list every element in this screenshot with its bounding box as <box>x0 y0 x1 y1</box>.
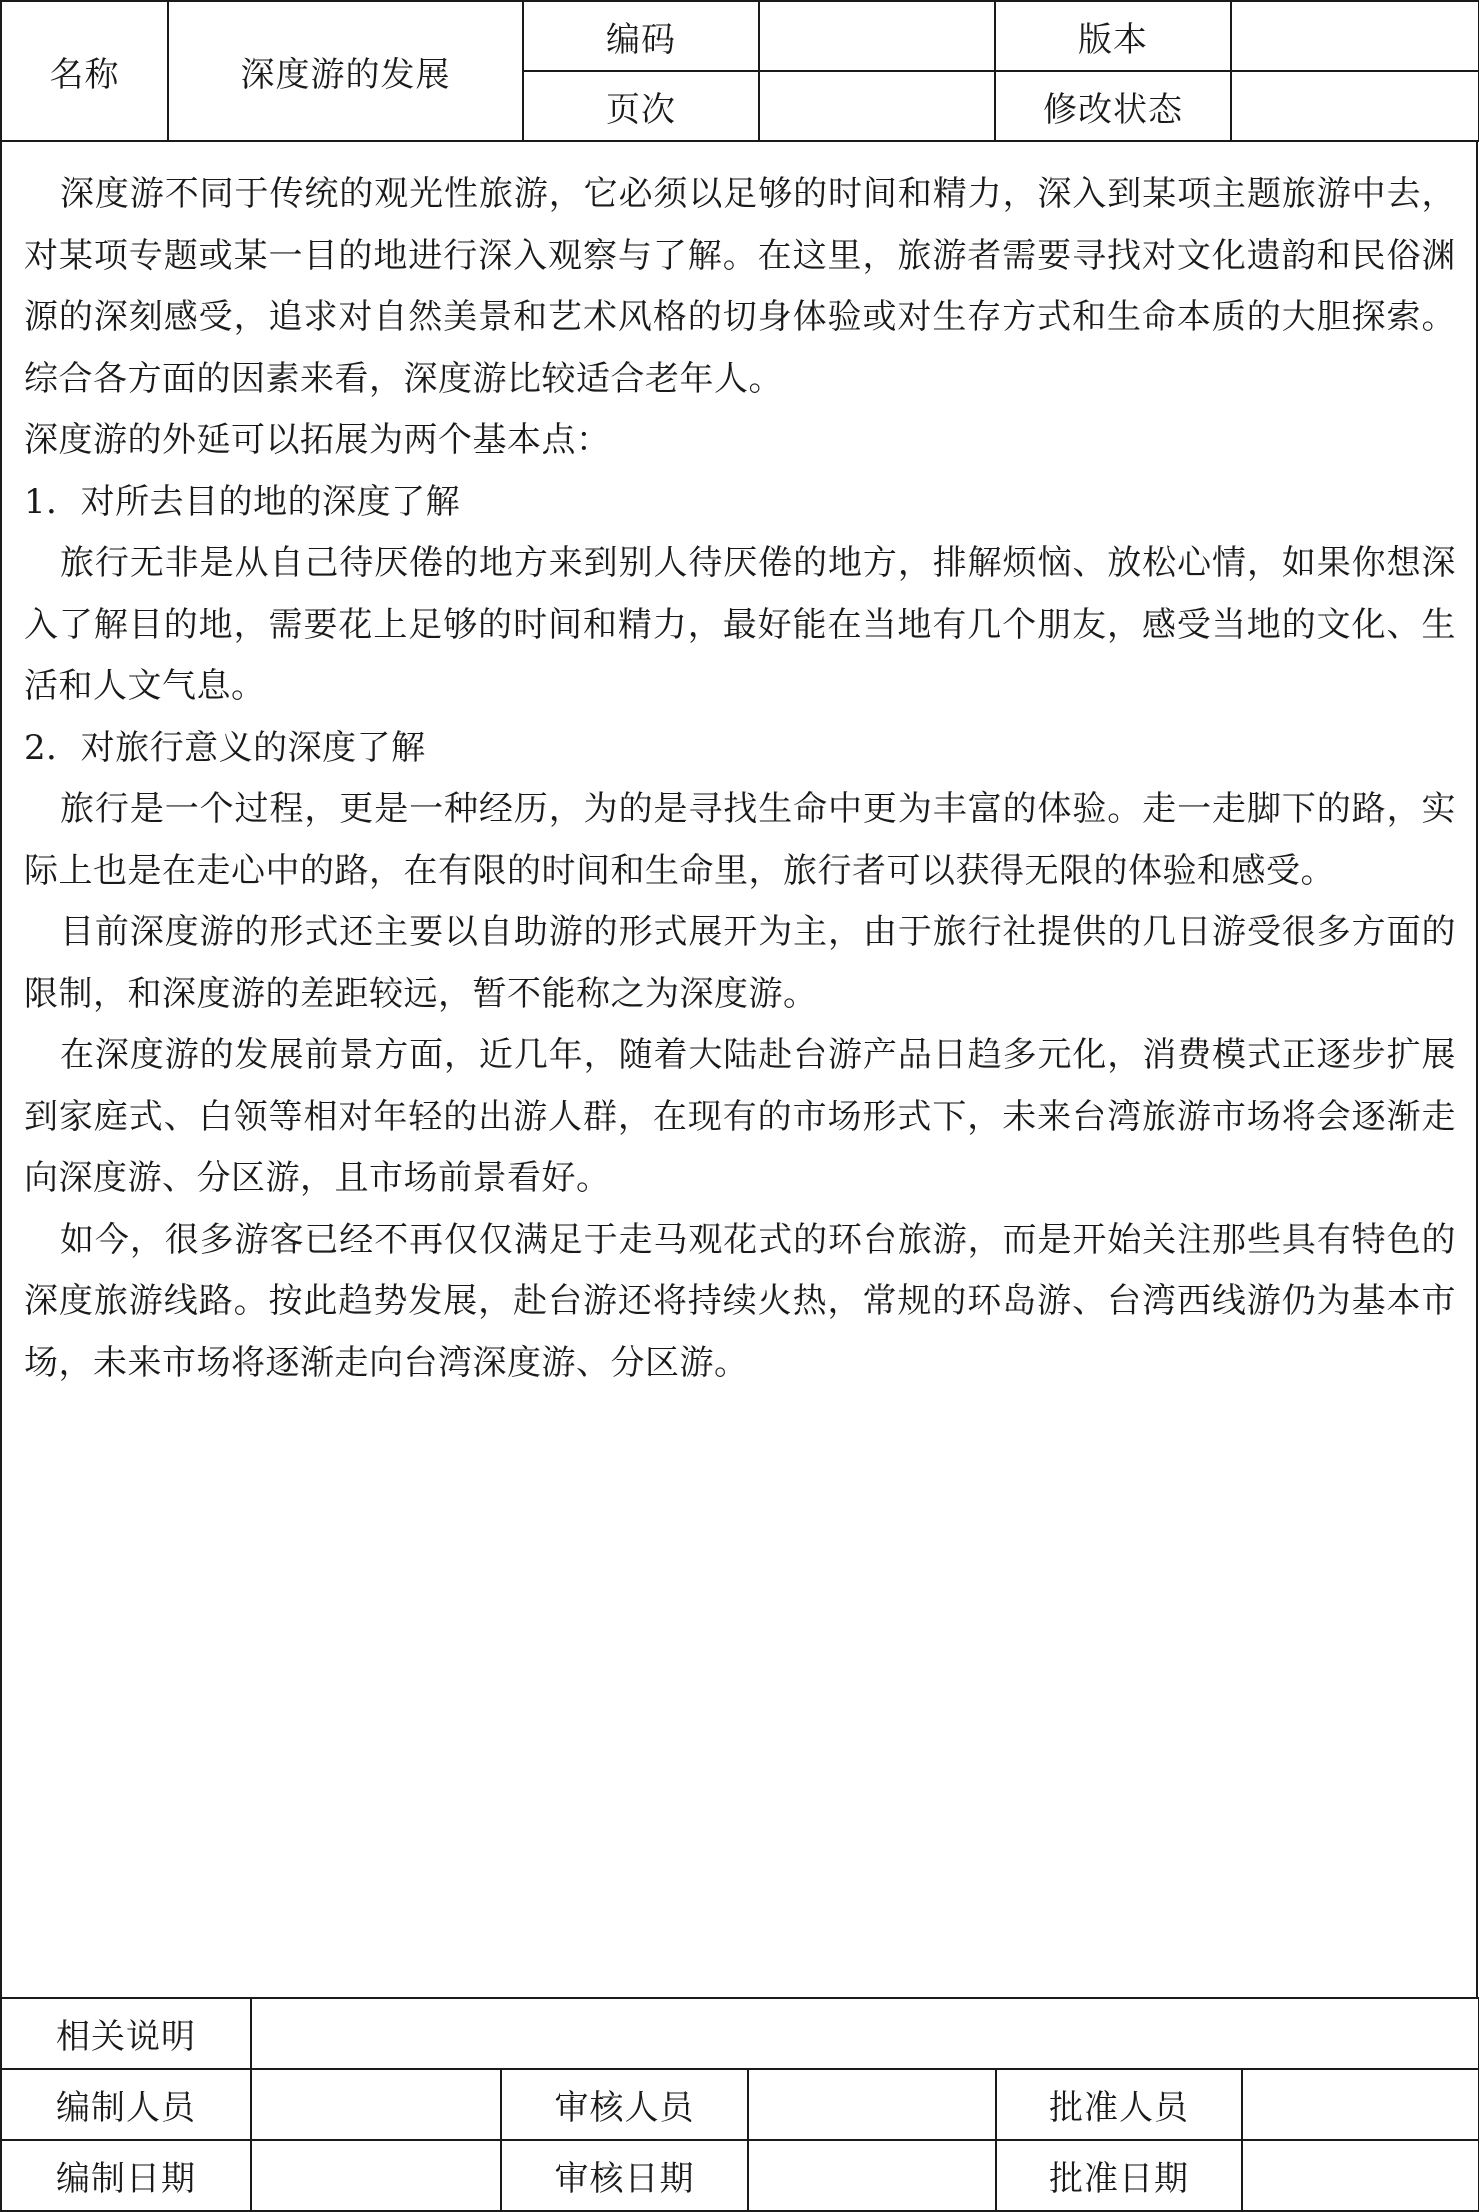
code-label: 编码 <box>523 1 759 71</box>
approve-date-value <box>1242 2140 1479 2211</box>
compiler-label: 编制人员 <box>1 2069 251 2140</box>
review-date-label: 审核日期 <box>501 2140 748 2211</box>
revision-label: 修改状态 <box>995 71 1231 141</box>
version-label: 版本 <box>995 1 1231 71</box>
notes-label: 相关说明 <box>1 1998 251 2069</box>
body-paragraph: 深度游不同于传统的观光性旅游，它必须以足够的时间和精力，深入到某项主题旅游中去，对某项专题或某一目的地进行深入观察与了解。在这里，旅游者需要寻找对文化遗韵和民俗渊源的深刻感受，追求对自然美景和艺术风格的切身体验或对生存方式和生命本质的大胆探索。综合各方面的因素来看，深度游比较适合老年人。 <box>24 174 1456 399</box>
approver-label: 批准人员 <box>996 2069 1242 2140</box>
code-value <box>759 1 995 71</box>
name-label: 名称 <box>1 1 168 141</box>
version-value <box>1231 1 1479 71</box>
body-paragraph: 如今，很多游客已经不再仅仅满足于走马观花式的环台旅游，而是开始关注那些具有特色的深度旅游线路。按此趋势发展，赴台游还将持续火热，常规的环岛游、台湾西线游仍为基本市场，未来市场将逐渐走向台湾深度游、分区游。 <box>24 1219 1456 1383</box>
body-paragraph: 目前深度游的形式还主要以自助游的形式展开为主，由于旅行社提供的几日游受很多方面的限制，和深度游的差距较远，暂不能称之为深度游。 <box>24 912 1456 1014</box>
body-paragraph: 旅行无非是从自己待厌倦的地方来到别人待厌倦的地方，排解烦恼、放松心情，如果你想深入了解目的地，需要花上足够的时间和精力，最好能在当地有几个朋友，感受当地的文化、生活和人文气息。 <box>24 543 1456 706</box>
approver-value <box>1242 2069 1479 2140</box>
document-body <box>0 140 1478 1998</box>
revision-value <box>1231 71 1479 141</box>
page-value <box>759 71 995 141</box>
section-heading: 1．对所去目的地的深度了解 <box>24 481 461 522</box>
section-heading: 2．对旅行意义的深度了解 <box>24 727 426 768</box>
body-paragraph: 在深度游的发展前景方面，近几年，随着大陆赴台游产品日趋多元化，消费模式正逐步扩展到家庭式、白领等相对年轻的出游人群，在现有的市场形式下，未来台湾旅游市场将会逐渐走向深度游、分区游，且市场前景看好。 <box>24 1035 1456 1198</box>
page-label: 页次 <box>523 71 759 141</box>
compile-date-label: 编制日期 <box>1 2140 251 2211</box>
name-value: 深度游的发展 <box>168 1 523 141</box>
body-paragraph: 旅行是一个过程，更是一种经历，为的是寻找生命中更为丰富的体验。走一走脚下的路，实际上也是在走心中的路，在有限的时间和生命里，旅行者可以获得无限的体验和感受。 <box>24 789 1456 891</box>
compiler-value <box>251 2069 501 2140</box>
reviewer-label: 审核人员 <box>501 2069 748 2140</box>
approve-date-label: 批准日期 <box>996 2140 1242 2211</box>
footer-table <box>0 1997 1479 2212</box>
compile-date-value <box>251 2140 501 2211</box>
header-table <box>0 0 1479 142</box>
review-date-value <box>748 2140 996 2211</box>
body-paragraph: 深度游的外延可以拓展为两个基本点： <box>24 420 611 460</box>
notes-value <box>251 1998 1479 2069</box>
reviewer-value <box>748 2069 996 2140</box>
